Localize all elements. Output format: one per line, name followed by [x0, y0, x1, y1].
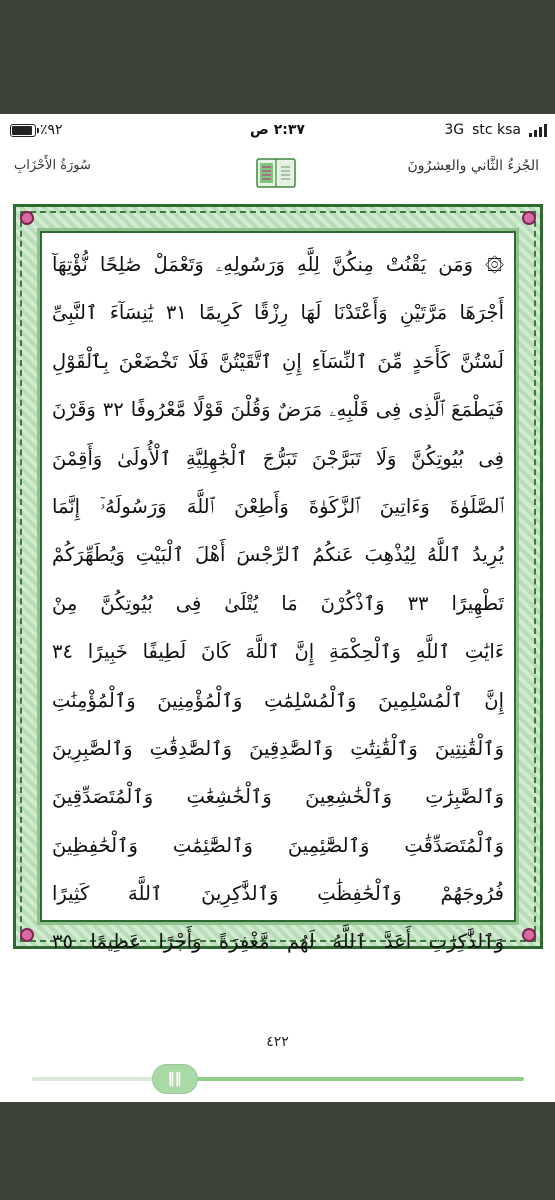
- page-number: ٤٢٢: [266, 1034, 289, 1050]
- verse-line: وَٱلذَّٰكِرَٰتِ أَعَدَّ ٱللَّهُ لَهُم مَّغْفِرَةً وَأَجْرًا عَظِيمًا ٣٥: [52, 930, 504, 954]
- page-header: [0, 150, 555, 202]
- verse-line: وَٱلْقَٰنِتِينَ وَٱلْقَٰنِتَٰتِ وَٱلصَّٰدِقِينَ وَٱلصَّٰدِقَٰتِ وَٱلصَّٰبِرِينَ: [52, 736, 504, 760]
- verse-line: لَسْتُنَّ كَأَحَدٍ مِّنَ ٱلنِّسَآءِ إِنِ ٱتَّقَيْتُنَّ فَلَا تَخْضَعْنَ بِٱلْقَوْلِ: [52, 349, 504, 373]
- carrier-name: stc ksa: [472, 122, 521, 138]
- verse-line: ٱلصَّلَوٰةَ وَءَاتِينَ ٱلزَّكَوٰةَ وَأَطِعْنَ ٱللَّهَ وَرَسُولَهُۥٓ إِنَّمَا: [52, 494, 504, 518]
- verse-line: ۞ وَمَن يَقْنُتْ مِنكُنَّ لِلَّهِ وَرَسُولِهِۦ وَتَعْمَلْ صَٰلِحًا نُّؤْتِهَآ: [52, 253, 504, 276]
- juz-title: الجُزءُ الثَّاني والعِشرُونَ: [407, 158, 539, 174]
- slider-thumb[interactable]: [152, 1064, 198, 1094]
- corner-flower-icon: [524, 213, 534, 223]
- status-time: ٢:٣٧ ص: [250, 122, 305, 138]
- verse-line: فُرُوجَهُمْ وَٱلْحَٰفِظَٰتِ وَٱلذَّٰكِرِينَ ٱللَّهَ كَثِيرًا: [52, 882, 504, 906]
- verse-line: يُرِيدُ ٱللَّهُ لِيُذْهِبَ عَنكُمُ ٱلرِّجْسَ أَهْلَ ٱلْبَيْتِ وَيُطَهِّرَكُمْ: [52, 543, 504, 567]
- status-bar: [0, 114, 555, 144]
- corner-flower-icon: [22, 930, 32, 940]
- verse-line: أَجْرَهَا مَرَّتَيْنِ وَأَعْتَدْنَا لَهَا رِزْقًا كَرِيمًا ٣١ يَٰنِسَآءَ ٱلنَّبِىِّ: [52, 301, 504, 325]
- page-slider[interactable]: [32, 1060, 524, 1096]
- page-text-area[interactable]: [40, 231, 516, 954]
- verse-line: فِى بُيُوتِكُنَّ وَلَا تَبَرَّجْنَ تَبَرُّجَ ٱلْجَٰهِلِيَّةِ ٱلْأُولَىٰ وَأَقِمْنَ: [52, 446, 504, 470]
- corner-flower-icon: [524, 930, 534, 940]
- top-dark-band: [0, 0, 555, 114]
- network-type: 3G: [444, 122, 465, 138]
- verse-line: وَٱلصَّٰبِرَٰتِ وَٱلْخَٰشِعِينَ وَٱلْخَٰشِعَٰتِ وَٱلْمُتَصَدِّقِينَ: [52, 785, 504, 809]
- grip-lines-icon: ‖‖: [167, 1071, 182, 1087]
- mushaf-screen: [0, 114, 555, 1102]
- surah-title: سُورَةُ الأَحْزَابِ: [14, 158, 91, 173]
- status-right: [444, 122, 547, 138]
- verse-lines: [42, 241, 514, 967]
- mushaf-frame: [13, 204, 543, 954]
- battery-percent: ٪٩٢: [40, 122, 63, 138]
- bottom-dark-band: [0, 1102, 555, 1200]
- verse-line: ءَايَٰتِ ٱللَّهِ وَٱلْحِكْمَةِ إِنَّ ٱللَّهَ كَانَ لَطِيفًا خَبِيرًا ٣٤: [52, 640, 504, 664]
- signal-icon: [529, 124, 547, 137]
- corner-flower-icon: [22, 213, 32, 223]
- verse-line: فَيَطْمَعَ ٱلَّذِى فِى قَلْبِهِۦ مَرَضٌ وَقُلْنَ قَوْلًا مَّعْرُوفًا ٣٢ وَقَرْنَ: [52, 398, 504, 422]
- verse-line: إِنَّ ٱلْمُسْلِمِينَ وَٱلْمُسْلِمَٰتِ وَٱلْمُؤْمِنِينَ وَٱلْمُؤْمِنَٰتِ: [52, 688, 504, 712]
- book-icon[interactable]: [254, 156, 298, 190]
- verse-line: وَٱلْمُتَصَدِّقَٰتِ وَٱلصَّٰٓئِمِينَ وَٱلصَّٰٓئِمَٰتِ وَٱلْحَٰفِظِينَ: [52, 833, 504, 857]
- verse-line: تَطْهِيرًا ٣٣ وَٱذْكُرْنَ مَا يُتْلَىٰ فِى بُيُوتِكُنَّ مِنْ: [52, 591, 504, 615]
